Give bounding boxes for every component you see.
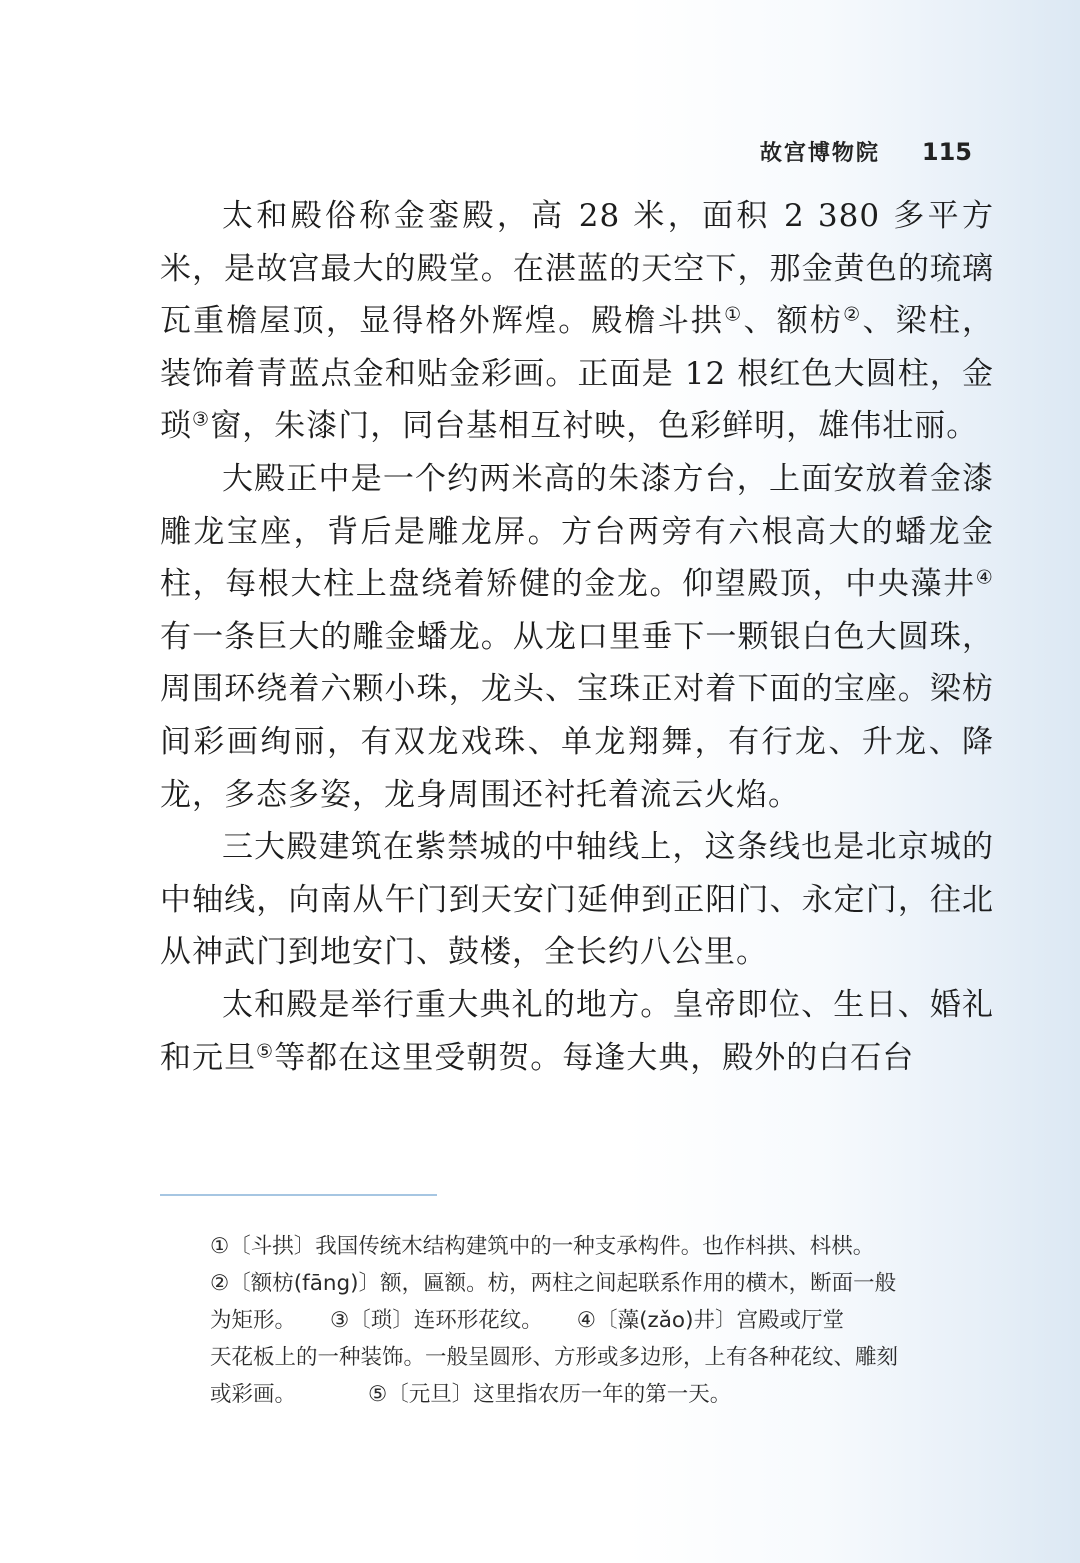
footnote-line-3: [210, 1302, 994, 1339]
paragraph-2-text-b: 有一条巨大的雕金蟠龙。从龙口里垂下一颗银白色大圆珠，周围环绕着六颗小珠，龙头、宝珠正对着下面的宝座。梁枋间彩画绚丽，有双龙戏珠、单龙翔舞，有行龙、升龙、降龙，多态多姿，龙身周围还衬托着流云火焰。: [160, 618, 994, 813]
chapter-title: 故宫博物院: [759, 141, 880, 166]
footnote-line-5: [210, 1376, 994, 1413]
paragraph-1-text-c: 、梁柱，装饰着青蓝点金和贴金彩画。正面是 12 根红色大圆柱，金琐: [160, 303, 995, 445]
footnote-line-1: ①〔斗拱〕我国传统木结构建筑中的一种支承构件。也作枓拱、枓栱。: [210, 1234, 875, 1259]
paragraph-4-text-a: 太和殿是举行重大典礼的地方。皇帝即位、生日、婚礼和元旦: [160, 986, 994, 1076]
paragraph-1-text-a: 太和殿俗称金銮殿，高 28 米，面积 2 380 多平方米，是故宫最大的殿堂。在湛蓝的天空下，那金黄色的琉璃瓦重檐屋顶，显得格外辉煌。殿檐斗拱: [160, 198, 994, 340]
footnote-divider: [160, 1194, 437, 1196]
paragraph-2: [160, 453, 994, 821]
footnote-line-3-a: 为矩形。: [210, 1308, 297, 1333]
footnote-line-3-c: ④〔藻(zǎo)井〕宫殿或厅堂: [576, 1308, 844, 1333]
footnote-ref-4: ④: [975, 565, 994, 589]
body-text: [160, 190, 994, 1084]
footnote-ref-2: ②: [843, 302, 863, 326]
paragraph-2-text-a: 大殿正中是一个约两米高的朱漆方台，上面安放着金漆雕龙宝座，背后是雕龙屏。方台两旁有六根高大的蟠龙金柱，每根大柱上盘绕着矫健的金龙。仰望殿顶，中央藻井: [160, 460, 994, 603]
page-header: [760, 136, 972, 170]
paragraph-4: [160, 979, 994, 1084]
footnote-line-5-a: 或彩画。: [210, 1382, 297, 1407]
footnote-ref-5: ⑤: [256, 1038, 275, 1062]
footnotes: [210, 1228, 994, 1413]
paragraph-1: [160, 190, 994, 453]
footnote-line-5-b: ⑤〔元旦〕这里指农历一年的第一天。: [368, 1382, 732, 1407]
paragraph-3: 三大殿建筑在紫禁城的中轴线上，这条线也是北京城的中轴线，向南从午门到天安门延伸到正阳门、永定门，往北从神武门到地安门、鼓楼，全长约八公里。: [160, 829, 994, 971]
footnote-line-3-b: ③〔琐〕连环形花纹。: [330, 1308, 543, 1333]
footnote-line-2: ②〔额枋(fāng)〕额，匾额。枋，两柱之间起联系作用的横木，断面一般: [210, 1271, 897, 1296]
page-number: 115: [921, 138, 972, 166]
paragraph-1-text-b: 、额枋: [743, 303, 844, 340]
paragraph-1-text-d: 窗，朱漆门，同台基相互衬映，色彩鲜明，雄伟壮丽。: [210, 408, 979, 445]
paragraph-4-text-b: 等都在这里受朝贺。每逢大典，殿外的白石台: [274, 1039, 915, 1076]
footnote-line-4: 天花板上的一种装饰。一般呈圆形、方形或多边形，上有各种花纹、雕刻: [210, 1345, 899, 1370]
footnote-ref-1: ①: [724, 302, 744, 326]
footnote-ref-3: ③: [192, 407, 211, 431]
